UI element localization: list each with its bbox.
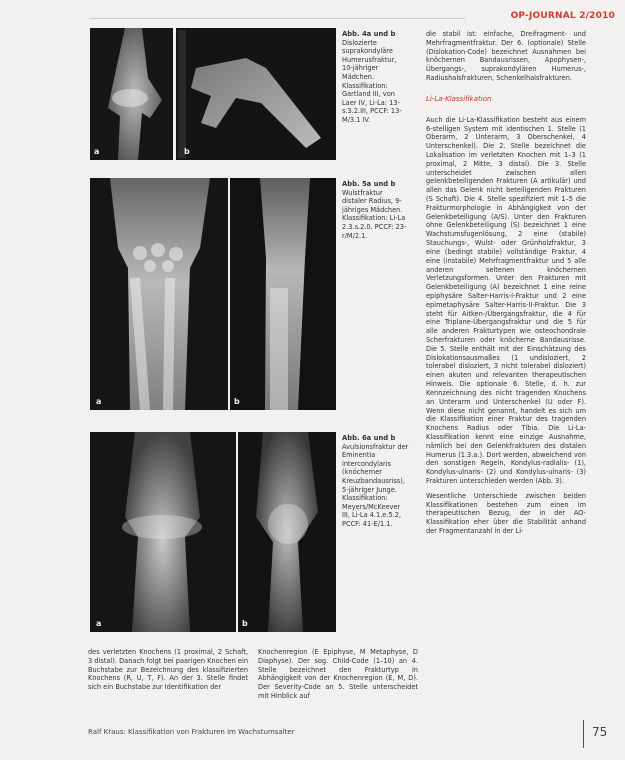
journal-header: OP-JOURNAL 2/2010	[510, 11, 615, 21]
page-number-rule	[583, 720, 584, 748]
intro-paragraph: die stabil ist: einfache, Dreifragment- und Mehrfragmentfraktur. Der 6. (optionale) Stelle (Dislokation-Code) bezeichnet Ausnahmen bei knöchernen Bandausrissen, Apophysen-, Übergangs-, suprakondylären Humerus-, Radiushalsfrakturen, Schenkelhalsfrakturen.	[426, 30, 586, 83]
fig5-caption-title: Abb. 5a und b	[342, 180, 396, 188]
fig6a-label: a	[96, 619, 102, 628]
page-number: 75	[592, 725, 608, 739]
xray-6a-knee-ap	[90, 432, 236, 632]
fig4-caption-title: Abb. 4a und b	[342, 30, 396, 38]
right-text-column	[426, 30, 586, 542]
xray-5a-wrist-ap	[90, 178, 228, 410]
fig5-caption	[342, 180, 409, 240]
fig6b-label: b	[242, 619, 248, 628]
xray-6b-knee-lateral	[238, 432, 336, 632]
footer-author: Ralf Kraus: Klassifikation von Frakturen im Wachstumsalter	[88, 728, 295, 736]
body-paragraph-1: Auch die Li-La-Klassifikation besteht aus einem 6-stelligen System mit identischen 1. Stelle (1 Oberarm, 2 Unterarm, 3 Oberschenkel, 4 Unterschenkel). Die 2. Stelle bezeichnet die Lokalisation im verletzten Knochen mit 1–3 (1 proximal, 2 Mitte, 3 distal). Die 3. Stelle unterscheidet zwischen allen gelenkbeteiligenden Frakturen (A artikulär) und allen das Gelenk nicht beteiligenden Frakturen (S Schaft). Die 4. Stelle spezifiziert mit 1–5 die Frakturmorphologie in Abhängigkeit von der Gelenkbeteiligung (A/S). Unter den Frakturen ohne Gelenkbeteiligung (S) bezeichnet 1 eine Wachstumsfugenlösung, 2 eine (stabile) Stauchungs-, Wulst- oder Grünholzfraktur, 3 eine (bedingt stabile) vollständige Fraktur, 4 eine (instabile) Mehrfragmentfraktur und 5 alle anderen seltenen knöchernen Verletzungsformen. Unter den Frakturen mit Gelenkbeteiligung (A) bezeichnet 1 eine reine epiphysäre Salter-Harris-I-Fraktur und 2 eine epimetaphysäre Salter-Harris-II-Fraktur. Die 3 steht für Aitken-/Übergangsfraktur, die 4 für eine Triplane-Übergangsfraktur und die 5 für alle anderen Frakturtypen wie osteochondrale Scherfrakturen oder knöcherne Bandausrisse. Die 5. Stelle enthält mit der Einschätzung des Dislokationsausmaßes (1 undisloziert, 2 tolerabel disloziert, 3 nicht tolerabel disloziert) einen akuten und relevanten therapeutischen Hinweis. Die optionale 6. Stelle, d. h. zur Kennzeichnung des nicht tragenden Knochens an Unterarm und Unterschenkel (U oder F). Wenn diese nicht genannt, handelt es sich um die Klassifikation einer Fraktur des tragenden Knochens Radius oder Tibia. Die Li-La-Klassifikation kennt eine einzige Ausnahme, nämlich bei den Gelenkfrakturen des distalen Humerus (1.3.a.). Dort werden, abweichend von den sonstigen Regeln, Kondylus-radialis- (1), Kondylus-ulnaris- (2) und Kondylus-ulnaris- (3) Frakturen unterschieden werden (Abb. 3).	[426, 115, 586, 485]
fig6-caption-title: Abb. 6a und b	[342, 434, 396, 442]
xray-5b-wrist-lateral	[230, 178, 336, 410]
section-heading: Li-La-Klassifikation	[426, 94, 492, 103]
fig5-caption-text: Wulstfraktur distaler Radius, 9-jähriges Mädchen. Klassifikation: Li-La 2.3.s.2.0. PCCF: 23-r/M/2.1.	[342, 188, 407, 240]
header-rule	[90, 18, 465, 19]
xray-4a-elbow-ap	[90, 28, 173, 160]
bottom-middle-paragraph: Knochenregion (E Epiphyse, M Metaphyse, D Diaphyse). Der sog. Child-Code (1–10) an 4. Stelle bezeichnet den Frakturtyp in Abhängigkeit von der Knochenregion (E, M, D). Der Severity-Code an 5. Stelle unterscheidet mit Hinblick auf	[258, 648, 418, 700]
fig6-caption-text: Avulsionsfraktur der Eminentia intercondylaris (knöcherner Kreuzbandausriss), 5-jähriger Junge. Klassifikation: Meyers/McKeever III, Li-La 4.1.e.5.2, PCCF: 41-E/1.1.	[342, 442, 409, 528]
fig4-caption-text: Dislozierte suprakondyläre Humerusfraktur, 10-jähriger Mädchen. Klassifikation: Gartland III, von Laer IV, Li-La: 13-s.3.2.III, PCCF: 13-M/3.1 IV.	[342, 38, 402, 124]
fig4b-label: b	[184, 147, 190, 156]
fig5b-label: b	[234, 397, 240, 406]
fig6-caption	[342, 434, 409, 529]
fig4-caption	[342, 30, 409, 125]
xray-4b-elbow-lateral	[176, 28, 336, 160]
bottom-left-paragraph: des verletzten Knochens (1 proximal, 2 Schaft, 3 distal). Danach folgt bei paarigen Knochen ein Buchstabe zur Bezeichnung des klassifizierten Knochens (R, U, T, F). An der 3. Stelle findet sich ein Buchstabe zur Identifikation der	[88, 648, 248, 692]
body-paragraph-2: Wesentliche Unterschiede zwischen beiden Klassifikationen bestehen zum einen im therapeutischen Bezug, der in der AO-Klassifikation eher über die Stabilität anhand der Fragmentanzahl in der Li-	[426, 491, 586, 536]
fig4a-label: a	[94, 147, 100, 156]
fig5a-label: a	[96, 397, 102, 406]
